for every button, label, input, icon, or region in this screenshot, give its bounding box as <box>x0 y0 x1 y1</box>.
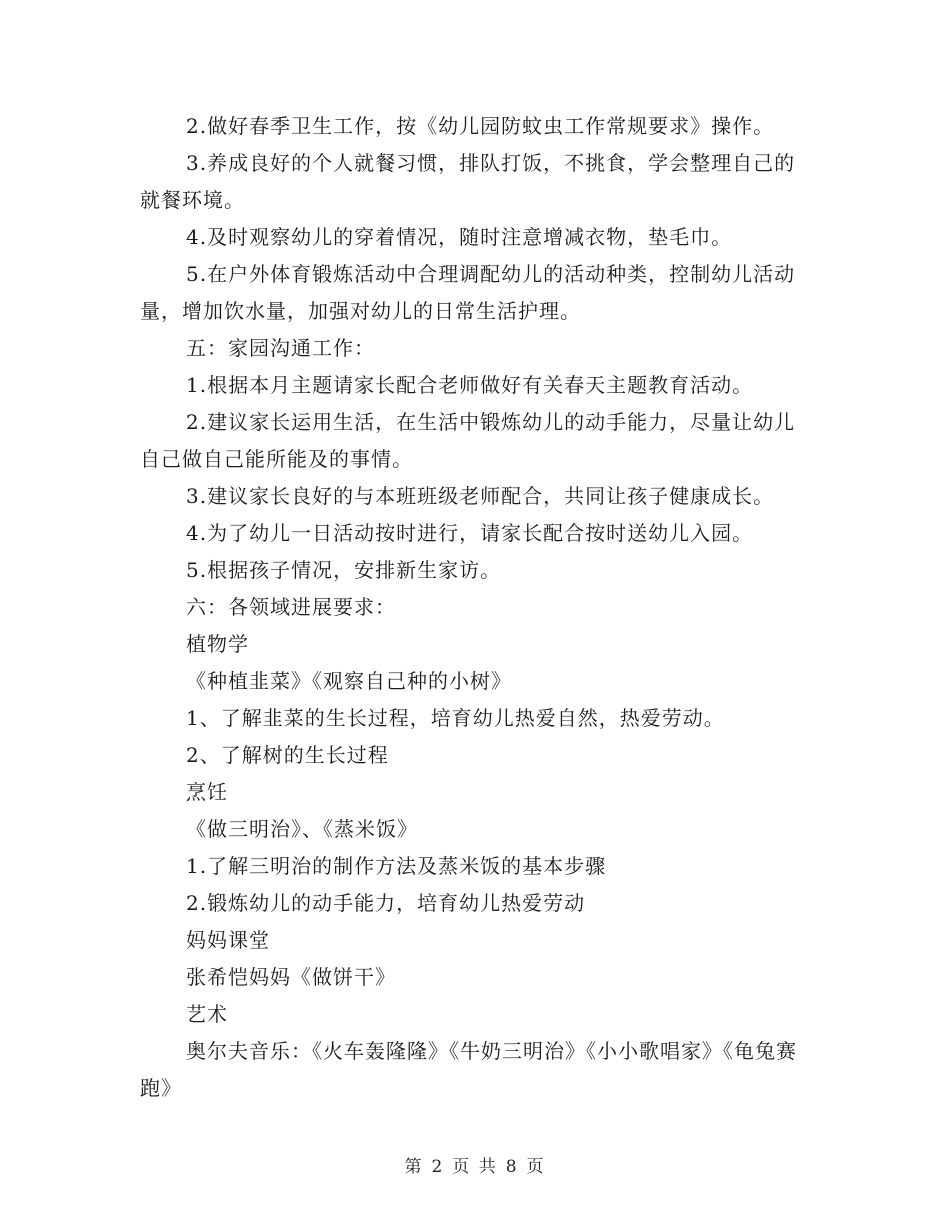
footer-prefix: 第 <box>404 1157 424 1177</box>
subheading-art: 艺术 <box>186 1002 228 1026</box>
page-footer <box>0 1152 950 1177</box>
paragraph-17: 《做三明治》、《蒸米饭》 <box>186 817 418 841</box>
paragraph-7: 2.建议家长运用生活，在生活中锻炼幼儿的动手能力，尽量让幼儿自己做自己能所能及的事情。 <box>140 410 796 471</box>
paragraph-6: 1.根据本月主题请家长配合老师做好有关春天主题教育活动。 <box>186 373 754 397</box>
subheading-botany: 植物学 <box>186 632 249 656</box>
subheading-mom-class: 妈妈课堂 <box>186 928 270 952</box>
paragraph-21: 张希恺妈妈《做饼干》 <box>186 965 396 989</box>
paragraph-1: 2.做好春季卫生工作，按《幼儿园防蚊虫工作常规要求》操作。 <box>186 114 775 138</box>
footer-middle: 页 共 <box>452 1157 498 1177</box>
section-heading-6: 六：各领域进展要求： <box>186 595 396 619</box>
section-heading-5: 五：家园沟通工作： <box>186 336 375 360</box>
paragraph-18: 1.了解三明治的制作方法及蒸米饭的基本步骤 <box>186 854 607 878</box>
paragraph-14: 1、了解韭菜的生长过程，培育幼儿热爱自然，热爱劳动。 <box>186 706 725 730</box>
page-body <box>140 108 805 1107</box>
paragraph-2: 3.养成良好的个人就餐习惯，排队打饭，不挑食，学会整理自己的就餐环境。 <box>140 151 796 212</box>
paragraph-15: 2、了解树的生长过程 <box>186 743 389 767</box>
footer-current-page: 2 <box>431 1157 445 1177</box>
footer-total-pages: 8 <box>505 1157 519 1177</box>
paragraph-23: 奥尔夫音乐：《火车轰隆隆》《牛奶三明治》《小小歌唱家》《龟兔赛跑》 <box>140 1039 797 1100</box>
paragraph-10: 5.根据孩子情况，安排新生家访。 <box>186 558 502 582</box>
paragraph-3: 4.及时观察幼儿的穿着情况，随时注意增减衣物，垫毛巾。 <box>186 225 733 249</box>
paragraph-9: 4.为了幼儿一日活动按时进行，请家长配合按时送幼儿入园。 <box>186 521 754 545</box>
paragraph-4: 5.在户外体育锻炼活动中合理调配幼儿的活动种类，控制幼儿活动量，增加饮水量，加强对幼儿的日常生活护理。 <box>140 262 796 323</box>
paragraph-19: 2.锻炼幼儿的动手能力，培育幼儿热爱劳动 <box>186 891 586 915</box>
subheading-cooking: 烹饪 <box>186 780 228 804</box>
paragraph-13: 《种植韭菜》《观察自己种的小树》 <box>186 669 512 693</box>
paragraph-8: 3.建议家长良好的与本班班级老师配合，共同让孩子健康成长。 <box>186 484 775 508</box>
footer-suffix: 页 <box>526 1157 546 1177</box>
